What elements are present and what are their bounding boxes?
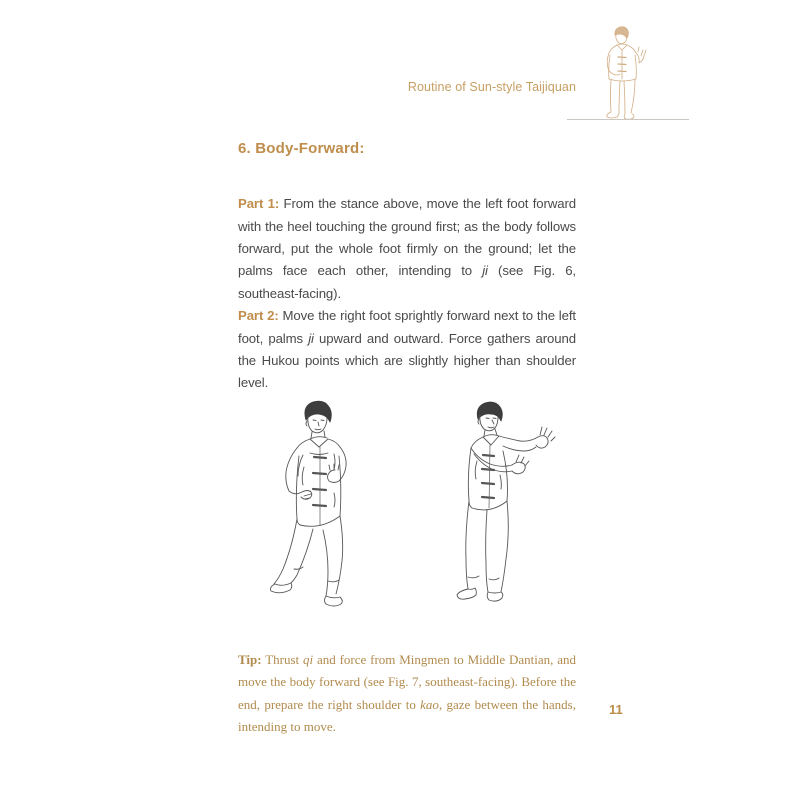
part2-paragraph	[238, 305, 576, 395]
corner-figure-illustration	[596, 26, 650, 122]
tip-italic-qi: qi	[303, 652, 314, 667]
tip-text-end: , gaze between the hands, intending to move.	[238, 696, 576, 734]
tip-label: Tip:	[238, 652, 262, 667]
running-header: Routine of Sun-style Taijiquan	[407, 80, 576, 94]
figure-6-illustration	[266, 399, 362, 615]
section-heading: 6. Body-Forward:	[238, 140, 365, 157]
figure-7-illustration	[446, 401, 564, 606]
tip-paragraph	[238, 649, 576, 738]
part1-label: Part 1:	[238, 196, 280, 212]
part2-italic-term: ji	[308, 330, 314, 346]
corner-ground-line	[567, 119, 689, 120]
part2-text: Move the right foot sprightly forward next to the left foot, palms	[238, 308, 576, 346]
tip-text-mid: and force from Mingmen to Middle Dantian, and move the body forward (see Fig. 7, southeast-facing). Before the end, prepare the right shoulder to	[238, 652, 576, 712]
page-number: 11	[609, 702, 623, 717]
tip-italic-kao: kao	[420, 696, 439, 712]
part1-text-end: (see Fig. 6, southeast-facing).	[238, 263, 576, 301]
part2-text-end: upward and outward. Force gathers around the Hukou points which are slightly higher than shoulder level.	[238, 330, 576, 391]
part2-label: Part 2:	[238, 308, 279, 324]
part1-text: From the stance above, move the left foot forward with the heel touching the ground first; as the body follows forward, put the whole foot firmly on the ground; let the palms face each other, intending to	[238, 196, 577, 279]
part1-italic-term: ji	[482, 263, 488, 279]
part1-paragraph	[238, 193, 576, 305]
tip-text: Thrust	[261, 652, 303, 667]
